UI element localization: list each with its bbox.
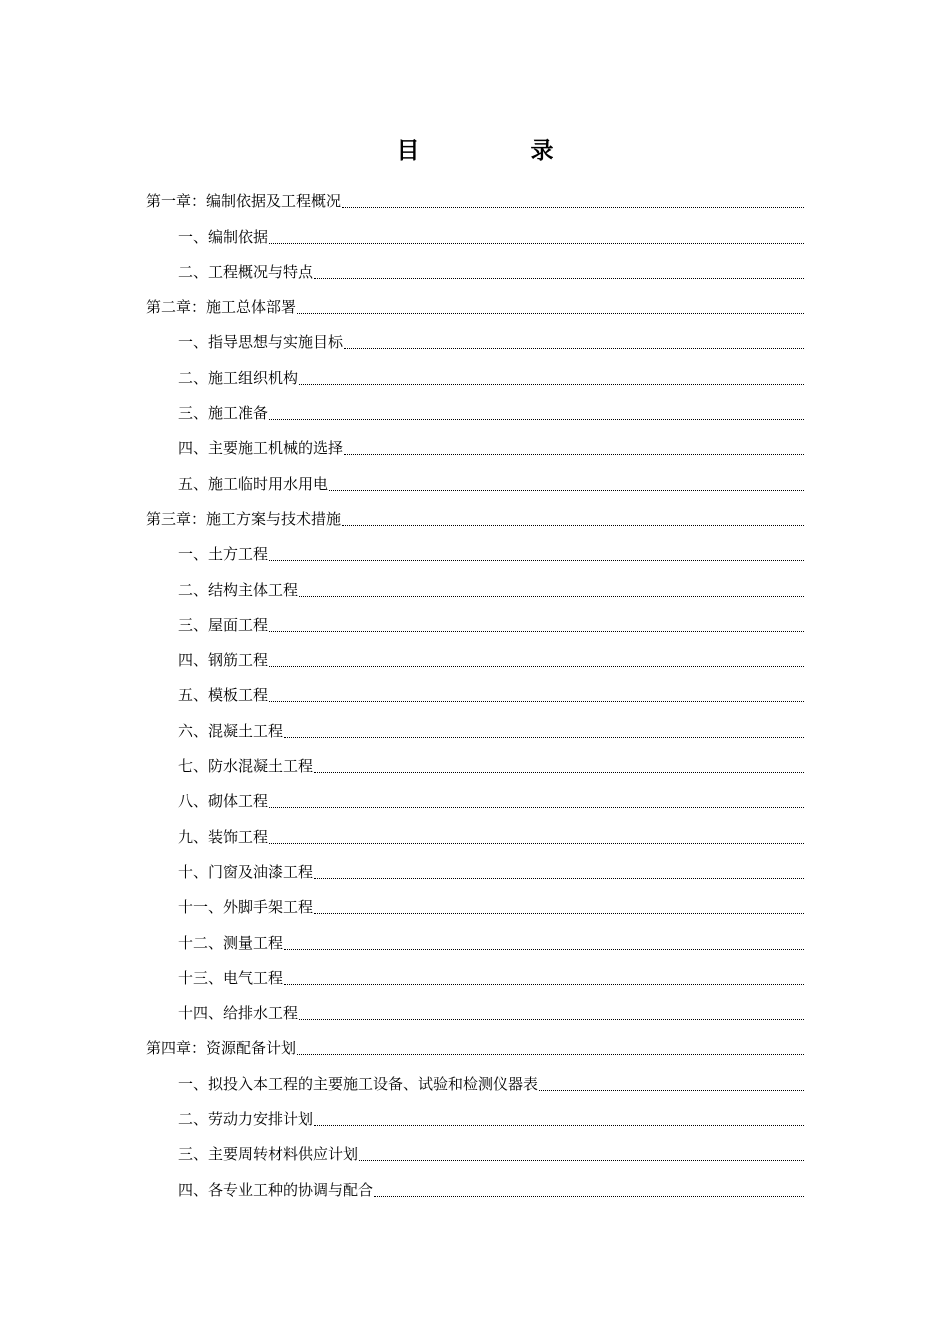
toc-dot-leader xyxy=(299,595,804,597)
toc-section-entry[interactable] xyxy=(146,466,804,501)
toc-section-entry[interactable] xyxy=(146,537,804,572)
toc-dot-leader xyxy=(314,277,804,279)
toc-entry-text: 三、主要周转材料供应计划 xyxy=(178,1145,359,1164)
toc-dot-leader xyxy=(284,736,804,738)
toc-section-entry[interactable] xyxy=(146,1066,804,1101)
toc-section-entry[interactable] xyxy=(146,1137,804,1172)
toc-dot-leader xyxy=(269,665,804,667)
toc-dot-leader xyxy=(299,1018,804,1020)
toc-dot-leader xyxy=(314,912,804,914)
toc-dot-leader xyxy=(314,1124,804,1126)
toc-section-entry[interactable] xyxy=(146,608,804,643)
toc-entry-text: 二、施工组织机构 xyxy=(178,368,299,387)
toc-section-entry[interactable] xyxy=(146,819,804,854)
toc-section-entry[interactable] xyxy=(146,1172,804,1207)
toc-dot-leader xyxy=(269,242,804,244)
toc-section-entry[interactable] xyxy=(146,360,804,395)
toc-dot-leader xyxy=(269,700,804,702)
toc-section-entry[interactable] xyxy=(146,396,804,431)
toc-entry-text: 五、施工临时用水用电 xyxy=(178,474,329,493)
toc-chapter-entry[interactable] xyxy=(146,184,804,219)
toc-dot-leader xyxy=(342,206,804,208)
toc-chapter-entry[interactable] xyxy=(146,290,804,325)
toc-entry-text: 二、结构主体工程 xyxy=(178,580,299,599)
toc-dot-leader xyxy=(342,524,804,526)
toc-entry-text: 四、主要施工机械的选择 xyxy=(178,439,344,458)
toc-dot-leader xyxy=(297,312,804,314)
toc-entry-text: 十二、测量工程 xyxy=(178,933,284,952)
toc-section-entry[interactable] xyxy=(146,961,804,996)
toc-dot-leader xyxy=(284,983,804,985)
toc-entry-text: 三、屋面工程 xyxy=(178,615,269,634)
toc-chapter-entry[interactable] xyxy=(146,502,804,537)
toc-title: 目 录 xyxy=(396,137,598,164)
toc-entry-text: 一、指导思想与实施目标 xyxy=(178,333,344,352)
toc-entry-text: 第四章：资源配备计划 xyxy=(146,1039,297,1058)
toc-entry-text: 十、门窗及油漆工程 xyxy=(178,862,314,881)
toc-section-entry[interactable] xyxy=(146,255,804,290)
toc-section-entry[interactable] xyxy=(146,713,804,748)
toc-entry-text: 第一章：编制依据及工程概况 xyxy=(146,192,342,211)
toc-section-entry[interactable] xyxy=(146,996,804,1031)
toc-entry-text: 三、施工准备 xyxy=(178,404,269,423)
toc-entry-text: 八、砌体工程 xyxy=(178,792,269,811)
toc-dot-leader xyxy=(284,948,804,950)
toc-entry-text: 四、钢筋工程 xyxy=(178,651,269,670)
toc-entry-text: 二、工程概况与特点 xyxy=(178,262,314,281)
toc-entry-text: 六、混凝土工程 xyxy=(178,721,284,740)
toc-section-entry[interactable] xyxy=(146,678,804,713)
toc-dot-leader xyxy=(269,630,804,632)
toc-section-entry[interactable] xyxy=(146,749,804,784)
toc-dot-leader xyxy=(297,1053,804,1055)
toc-section-entry[interactable] xyxy=(146,643,804,678)
toc-dot-leader xyxy=(269,842,804,844)
toc-dot-leader xyxy=(374,1195,804,1197)
toc-section-entry[interactable] xyxy=(146,925,804,960)
toc-entry-text: 一、编制依据 xyxy=(178,227,269,246)
toc-entry-text: 第二章：施工总体部署 xyxy=(146,298,297,317)
toc-entry-text: 四、各专业工种的协调与配合 xyxy=(178,1180,374,1199)
toc-chapter-entry[interactable] xyxy=(146,1031,804,1066)
toc-dot-leader xyxy=(269,418,804,420)
toc-section-entry[interactable] xyxy=(146,431,804,466)
toc-section-entry[interactable] xyxy=(146,890,804,925)
toc-list xyxy=(146,184,804,1208)
toc-entry-text: 二、劳动力安排计划 xyxy=(178,1110,314,1129)
toc-dot-leader xyxy=(269,559,804,561)
toc-dot-leader xyxy=(314,771,804,773)
toc-section-entry[interactable] xyxy=(146,219,804,254)
toc-entry-text: 一、拟投入本工程的主要施工设备、试验和检测仪器表 xyxy=(178,1074,539,1093)
toc-entry-text: 第三章：施工方案与技术措施 xyxy=(146,509,342,528)
toc-entry-text: 九、装饰工程 xyxy=(178,827,269,846)
toc-entry-text: 一、土方工程 xyxy=(178,545,269,564)
toc-entry-text: 十一、外脚手架工程 xyxy=(178,898,314,917)
toc-entry-text: 五、模板工程 xyxy=(178,686,269,705)
toc-section-entry[interactable] xyxy=(146,1102,804,1137)
toc-dot-leader xyxy=(359,1159,804,1161)
toc-dot-leader xyxy=(329,489,804,491)
toc-section-entry[interactable] xyxy=(146,855,804,890)
toc-dot-leader xyxy=(344,347,804,349)
toc-dot-leader xyxy=(299,383,804,385)
toc-entry-text: 七、防水混凝土工程 xyxy=(178,757,314,776)
toc-section-entry[interactable] xyxy=(146,325,804,360)
toc-dot-leader xyxy=(539,1089,804,1091)
toc-section-entry[interactable] xyxy=(146,784,804,819)
toc-entry-text: 十三、电气工程 xyxy=(178,968,284,987)
toc-section-entry[interactable] xyxy=(146,572,804,607)
toc-dot-leader xyxy=(269,806,804,808)
toc-dot-leader xyxy=(344,453,804,455)
toc-entry-text: 十四、给排水工程 xyxy=(178,1004,299,1023)
toc-dot-leader xyxy=(314,877,804,879)
